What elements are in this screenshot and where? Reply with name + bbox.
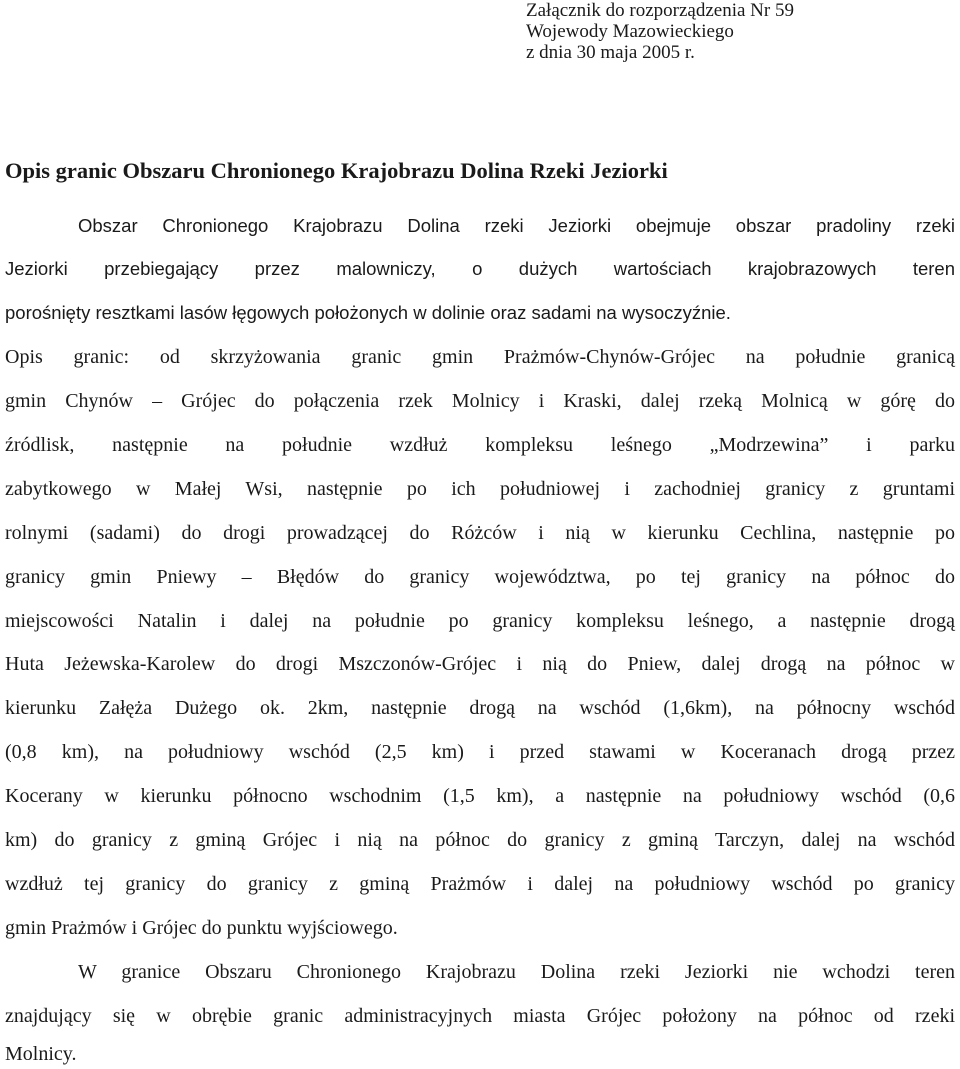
paragraph-2-line: km) do granicy z gminą Grójec i nią na północ do granicy z gminą Tarczyn, dalej na wschód <box>5 829 955 851</box>
paragraph-3-line: W granice Obszaru Chronionego Krajobrazu Dolina rzeki Jeziorki nie wchodzi teren <box>78 961 955 983</box>
paragraph-1-line: porośnięty resztkami lasów łęgowych położonych w dolinie oraz sadami na wysoczyźnie. <box>5 302 731 323</box>
paragraph-2-line: kierunku Załęża Dużego ok. 2km, następnie drogą na wschód (1,6km), na północny wschód <box>5 697 955 719</box>
paragraph-2-line: gmin Prażmów i Grójec do punktu wyjściowego. <box>5 917 398 939</box>
attachment-header <box>526 0 794 63</box>
paragraph-2-line: Huta Jeżewska-Karolew do drogi Mszczonów-Grójec i nią do Pniew, dalej drogą na północ w <box>5 653 955 675</box>
paragraph-2-line: rolnymi (sadami) do drogi prowadzącej do Różców i nią w kierunku Cechlina, następnie po <box>5 522 955 544</box>
attachment-line: Załącznik do rozporządzenia Nr 59 <box>526 0 794 21</box>
paragraph-2-line: gmin Chynów – Grójec do połączenia rzek Molnicy i Kraski, dalej rzeką Molnicą w górę do <box>5 390 955 412</box>
paragraph-2-line: źródlisk, następnie na południe wzdłuż kompleksu leśnego „Modrzewina” i parku <box>5 434 955 456</box>
paragraph-2-line: granicy gmin Pniewy – Błędów do granicy województwa, po tej granicy na północ do <box>5 566 955 588</box>
paragraph-2-line: wzdłuż tej granicy do granicy z gminą Prażmów i dalej na południowy wschód po granicy <box>5 873 955 895</box>
paragraph-2-line: Kocerany w kierunku północno wschodnim (1,5 km), a następnie na południowy wschód (0,6 <box>5 785 955 807</box>
paragraph-2-line: Opis granic: od skrzyżowania granic gmin Prażmów-Chynów-Grójec na południe granicą <box>5 346 955 368</box>
paragraph-2-line: (0,8 km), na południowy wschód (2,5 km) i przed stawami w Koceranach drogą przez <box>5 741 955 763</box>
date-line: z dnia 30 maja 2005 r. <box>526 42 695 63</box>
paragraph-3-line: Molnicy. <box>5 1043 77 1065</box>
paragraph-1-line: Obszar Chronionego Krajobrazu Dolina rzeki Jeziorki obejmuje obszar pradoliny rzeki <box>78 215 955 236</box>
paragraph-1-line: Jeziorki przebiegający przez malowniczy, o dużych wartościach krajobrazowych teren <box>5 258 955 279</box>
issuer-line: Wojewody Mazowieckiego <box>526 21 734 42</box>
document-title: Opis granic Obszaru Chronionego Krajobrazu Dolina Rzeki Jeziorki <box>5 158 668 183</box>
paragraph-3-line: znajdujący się w obrębie granic administracyjnych miasta Grójec położony na północ od rzeki <box>5 1005 955 1027</box>
paragraph-2-line: zabytkowego w Małej Wsi, następnie po ich południowej i zachodniej granicy z gruntami <box>5 478 955 500</box>
paragraph-2-line: miejscowości Natalin i dalej na południe po granicy kompleksu leśnego, a następnie drogą <box>5 610 955 632</box>
